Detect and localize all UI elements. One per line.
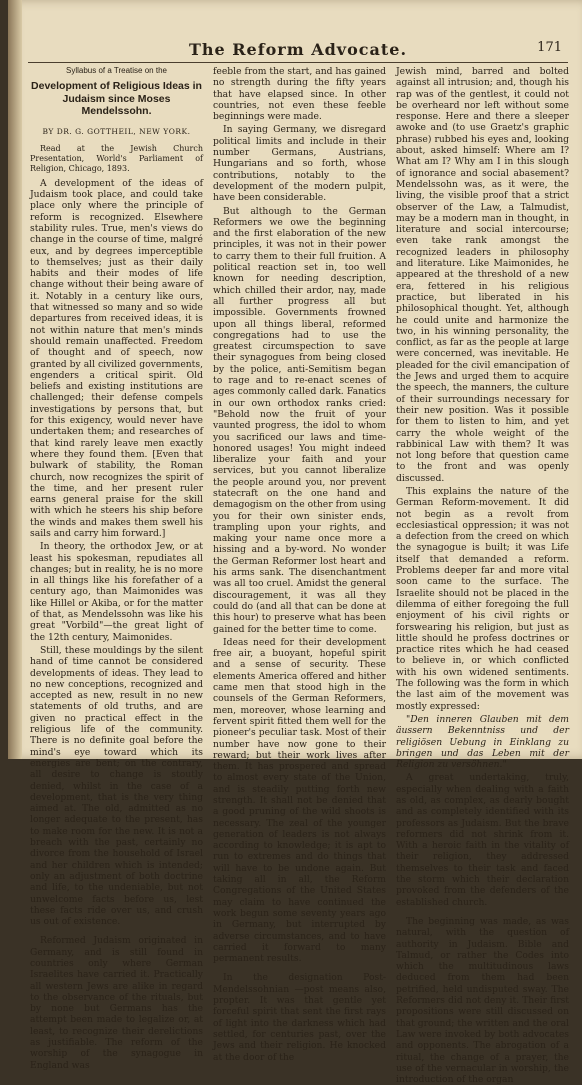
publication-title: The Reform Advocate. bbox=[188, 40, 408, 59]
article-syllabus: Syllabus of a Treatise on the bbox=[66, 66, 167, 75]
paragraph: Ideas need for their development free air, a buoyant, hopeful spirit and a sense of security. These elements America offered and hither came men that stood high in the counsels of the German Reformers, men, moreover, whose learning and fervent spirit fitted them well for the pioneer's peculiar task. Most of their number have now gone to their reward; but their work lives after them. It has prospered and spread to almost every state of the Union, and is steadily putting forth new strength. It shall not be denied that a good pruning of the wild shoots is necessary. The zeal of the younger generation of leaders is not always according to knowledge; it is apt to run to extremes and do things that will have to be undone again. But taking all in all, the Reform Congregations of the United States may claim to have continued the work begun some seventy years ago in Germany, but interrupted by adverse circumstances, and to have carried it forward to many permanent results. bbox=[213, 636, 386, 965]
page-header bbox=[28, 30, 568, 63]
binding-spine bbox=[8, 0, 22, 759]
paragraph: The beginning was made, as was natural, with the question of authority in Judaism. Bible and Talmud, or rather the Codes into which the multitudinous laws deduced from them had been petrified, held undisputed sway. The Reformers did not deny it. Their first propositions were still discussed on that ground; the written and the oral Law were invoked by both advocates and opponents. The abrogation of a ritual, the change of a prayer, the use of the vernacular in worship, the introduction of the organ bbox=[396, 915, 569, 1085]
paragraph: In theory, the orthodox Jew, or at least his spokesman, repudiates all changes; but in reality, he is no more in all things like his forefather of a century ago, than Maimonides was like Hillel or Akiba, or for the matter of that, as Mendelssohn was like his great "Vorbild"—the great light of the 12th century, Maimonides. bbox=[30, 541, 203, 643]
paragraph: Still, these mouldings by the silent hand of time cannot be considered developments of ideas. They lead to no new conceptions, recognized and accepted as new, result in no new statements of old truths, and are given no practical effect in the religious life of the community. There is no definite goal before the mind's eye toward which its energies are bent; on the contrary, all desire to change is stoutly denied, whilst in the case of a development, that is the very thing aimed at. The old, admitted as no longer adequate to the present, has to make room for the new. It is not a breach with the past, certainly no divorce from the household of Israel and her children which is intended; only an adjustment of both doctrine and life, to the undeniable, but not unwelcome facts before us, lest these facts ride over us, and crush us out of existence. bbox=[30, 644, 203, 928]
paragraph: Jewish mind, barred and bolted against all intrusion; and, though his rap was of the gentlest, it could not be overheard nor left without some response. Here and there a sleeper awoke and (to use Graetz's graphic phrase) rubbed his eyes and, looking about, asked himself: Where am I? What am I? Why am I in this slough of ignorance and social abasement? Mendelssohn was, as it were, the living, the visible proof that a strict observer of the Law, a Talmudist, may be a modern man in thought, in literature and social intercourse; even take rank amongst the recognized leaders in philosophy and literature. Like Maimonides, he appeared at the threshold of a new era, fettered in his religious practice, but liberated in his philosophical thought. Yet, although he could unite and harmonize the two, in his winning personality, the conflict, as far as the people at large were concerned, was inevitable. He pleaded for the civil emancipation of the Jews and urged them to acquire the speech, the manners, the culture of their surroundings necessary for their new position. Was it possible for them to listen to him, and yet carry the whole weight of the rabbinical Law with them? It was not long before that question came to the front and was openly discussed. bbox=[396, 66, 569, 484]
paragraph: A development of the ideas of Judaism took place, and could take place only where the principle of reform is recognized. Elsewhere stability rules. True, men's views do change in the course of time, malgré eux, and by degrees imperceptible to themselves; just as their daily habits and their modes of life change without their being aware of it. Notably in a century like ours, that witnessed so many and so wide departures from received ideas, it is not within nature that men's minds should remain unaffected. Freedom of thought and of speech, now granted by all civilized governments, engenders a critical spirit. Old beliefs and existing institutions are challenged; their defense compels investigations by persons that, but for this exigency, would never have undertaken them; and researches of that kind rarely leave men exactly where they found them. [Even that bulwark of stability, the Roman church, now recognizes the spirit of the time, and her present ruler earns general praise for the skill with which he steers his ship before the winds and makes them swell his sails and carry him forward.] bbox=[30, 177, 203, 539]
article-byline: BY DR. G. GOTTHEIL, NEW YORK. bbox=[42, 126, 191, 136]
column-2 bbox=[213, 66, 386, 1063]
article-title: Development of Religious Ideas in Judaism since Moses Mendelssohn. bbox=[31, 80, 202, 117]
paragraph: This explains the nature of the German Reform-movement. It did not begin as a revolt from ecclesiastical oppression; it was not a defection from the creed on which the synagogue is built; it was Life itself that demanded a reform. Problems deeper far and more vital soon came to the surface. The Israelite should not be placed in the dilemma of either foregoing the full enjoyment of his civil rights or forswearing his religion, but just as little should he profess doctrines or practice rites which he had ceased to believe in, or which conflicted with his own widened sentiments. The following was the form in which the last aim of the movement was mostly expressed: bbox=[396, 485, 569, 712]
paragraph: In saying Germany, we disregard political limits and include in their number Germans, Austrians, Hungarians and so forth, whose contributions, notably to the development of the modern pulpit, have been considerable. bbox=[213, 124, 386, 204]
paragraph: In the designation Post-Mendelssohnian —post means also, propter. It was that gentle yet forceful spirit that sent the first rays of light into the darkness which had settled, for centuries past, over the Jews and their religion. He knocked at the door of the bbox=[213, 972, 386, 1063]
paragraph: feeble from the start, and has gained no strength during the fifty years that have elapsed since. In other countries, not even these feeble beginnings were made. bbox=[213, 66, 386, 123]
paragraph: But although to the German Reformers we owe the beginning and the first elaboration of the new principles, it was not in their power to carry them to their full fruition. A political reaction set in, too well known for needing description, which chilled their ardor, nay, made all further progress all but impossible. Governments frowned upon all things liberal, reformed congregations had to use the greatest circumspection to save their synagogues from being closed by the police, anti-Semitism began to rage and to re-enact scenes of ages commonly called dark. Fanatics in our own orthodox ranks cried: "Behold now the fruit of your vaunted progress, the idol to whom you sacrificed our laws and time-honored usages! You might indeed liberalize your faith and your services, but you cannot liberalize the people around you, nor prevent statecraft on the one hand and demagogism on the other from using you for their own sinister ends, trampling upon your rights, and making your name once more a hissing and a by-word. No wonder the German Reformer lost heart and his arms sank. The disenchantment was all too cruel. Amidst the general discouragement, it was all they could do (and all that can be done at this hour) to preserve what has been gained for the better time to come. bbox=[213, 205, 386, 635]
document-page bbox=[8, 0, 582, 1085]
german-quote: "Den inneren Glauben mit dem äussern Bekenntniss und der religiösen Uebung in Einklang zu bringen und das Leben mit der Religion zu versöhnen." bbox=[396, 713, 569, 771]
column-1 bbox=[30, 66, 203, 1071]
text-columns bbox=[30, 66, 570, 1085]
page-number: 171 bbox=[537, 40, 562, 55]
paragraph: Reformed Judaism originated in Germany, and is still found in countries only where German Israelites have carried it. Practically all western Jews are alike in regard to the observance of the rituals, but by none but Germans has the attempt been made to legalize or, at least, to recognize their derelictions as justifiable. The reform of the worship of the synagogue in England was bbox=[30, 935, 203, 1071]
column-3 bbox=[396, 66, 569, 1085]
paragraph: A great undertaking, truly, especially when dealing with a faith as old, as complex, as dearly bought and as completely identified with its professors as Judaism. But the brave reformers did not shrink from it. With a heroic faith in the vitality of their religion, they addressed themselves to their task and faced the storm which their declaration provoked from the defenders of the established church. bbox=[396, 772, 569, 908]
article-note: Read at the Jewish Church Presentation, World's Parliament of Religion, Chicago, 1893. bbox=[30, 143, 203, 173]
